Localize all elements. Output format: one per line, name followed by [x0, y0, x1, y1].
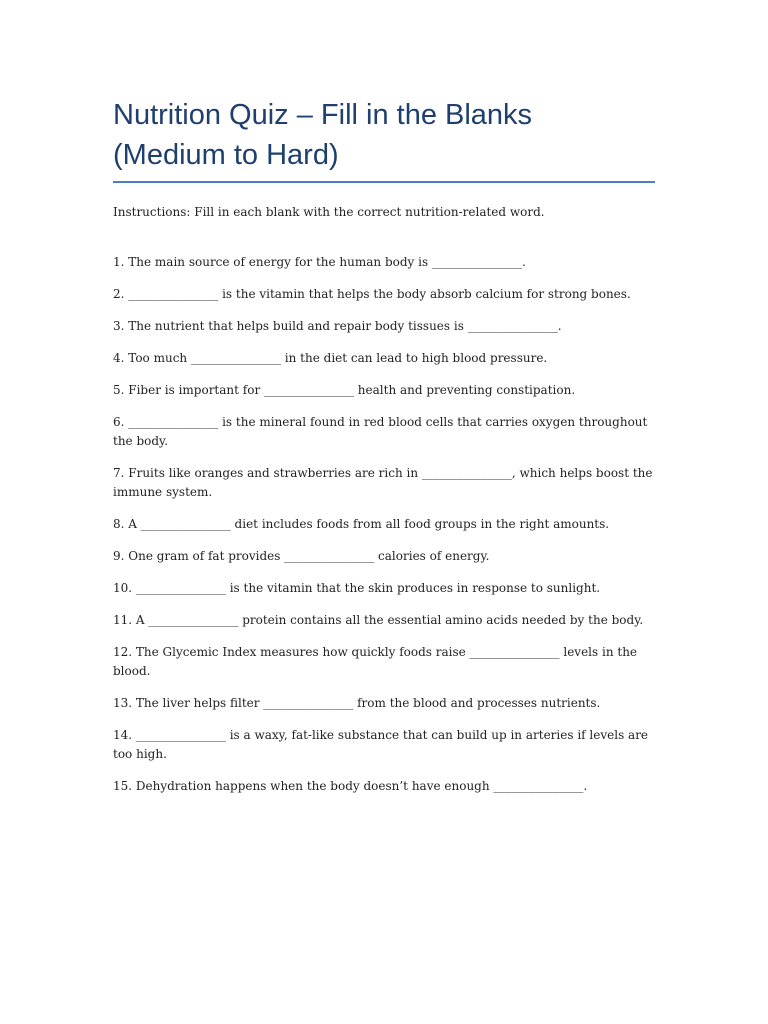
question-item: 3. The nutrient that helps build and repair body tissues is _______________.	[113, 319, 562, 333]
question-item: 8. A _______________ diet includes foods from all food groups in the right amounts.	[113, 517, 610, 531]
instructions-text: Instructions: Fill in each blank with the correct nutrition-related word.	[113, 205, 545, 219]
question-item: 2. _______________ is the vitamin that helps the body absorb calcium for strong bones.	[113, 287, 631, 301]
question-item: 12. The Glycemic Index measures how quickly foods raise _______________ levels in the blood.	[113, 645, 638, 678]
question-item: 4. Too much _______________ in the diet can lead to high blood pressure.	[113, 351, 548, 365]
question-item: 1. The main source of energy for the human body is _______________.	[113, 255, 526, 269]
question-list	[113, 253, 655, 796]
question-item: 11. A _______________ protein contains all the essential amino acids needed by the body.	[113, 613, 644, 627]
question-item: 10. _______________ is the vitamin that the skin produces in response to sunlight.	[113, 581, 601, 595]
question-item: 7. Fruits like oranges and strawberries are rich in _______________, which helps boost the immune system.	[113, 466, 653, 499]
question-item: 9. One gram of fat provides _______________ calories of energy.	[113, 549, 490, 563]
document-page	[113, 0, 655, 809]
question-item: 13. The liver helps filter _______________ from the blood and processes nutrients.	[113, 696, 601, 710]
page-title	[113, 0, 655, 175]
title-line-1: Nutrition Quiz – Fill in the Blanks	[113, 99, 533, 131]
question-item: 5. Fiber is important for _______________ health and preventing constipation.	[113, 383, 576, 397]
question-item: 15. Dehydration happens when the body doesn’t have enough _______________.	[113, 779, 588, 793]
question-item: 14. _______________ is a waxy, fat-like substance that can build up in arteries if levels are too high.	[113, 728, 649, 761]
question-item: 6. _______________ is the mineral found in red blood cells that carries oxygen throughout the body.	[113, 415, 648, 448]
title-line-2: (Medium to Hard)	[113, 139, 339, 171]
title-divider	[113, 181, 655, 183]
